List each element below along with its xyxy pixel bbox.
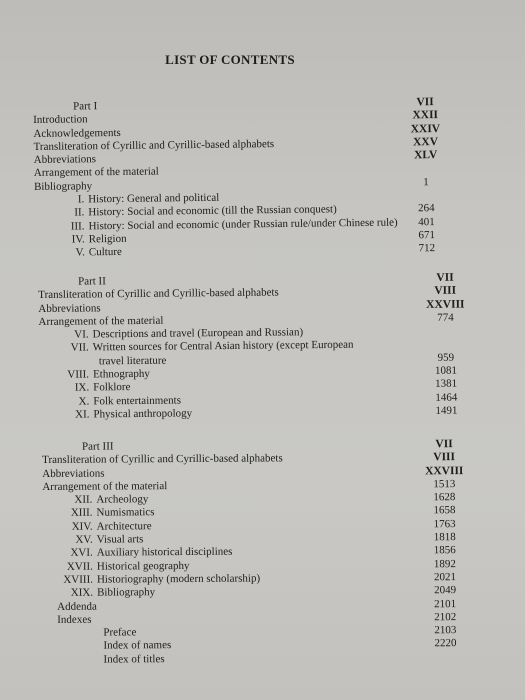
chapter-number: VII. bbox=[70, 341, 89, 355]
chapter-label: History: General and political bbox=[88, 191, 220, 206]
page-number: XXII bbox=[412, 109, 439, 122]
chapter-number: IV. bbox=[71, 233, 85, 246]
page-number: 264 bbox=[418, 202, 435, 215]
entry-label: Transliteration of Cyrillic and Cyrillic-based alphabets bbox=[38, 286, 279, 302]
page-number: 1892 bbox=[433, 557, 456, 570]
part-1-section bbox=[33, 96, 450, 261]
page-number: 712 bbox=[418, 242, 436, 255]
page-number: 1 bbox=[423, 175, 429, 189]
entry-label: Index of titles bbox=[103, 652, 165, 666]
chapter-label: History: Social and economic (under Russian rule/under Chinese rule) bbox=[88, 216, 398, 233]
chapter-label: Religion bbox=[88, 232, 127, 246]
chapter-number: XII. bbox=[74, 493, 93, 506]
page-number: XXIV bbox=[410, 122, 441, 135]
chapter-number: XVII. bbox=[66, 560, 93, 573]
page-number: XLV bbox=[413, 149, 438, 162]
chapter-number: XVI. bbox=[70, 547, 93, 560]
chapter-label: Historiography (modern scholarship) bbox=[96, 572, 261, 586]
part-2-section bbox=[38, 271, 470, 422]
entry-label: Introduction bbox=[33, 113, 88, 127]
page-number: VIII bbox=[433, 451, 456, 464]
chapter-label: Numismatics bbox=[96, 506, 155, 520]
chapter-number: IX. bbox=[74, 381, 90, 394]
chapter-number: XI. bbox=[75, 408, 90, 421]
chapter-label: Descriptions and travel (European and Russian) bbox=[92, 326, 304, 341]
entry-label: Index of names bbox=[103, 639, 172, 653]
chapter-label: Written sources for Central Asian history (except European bbox=[92, 339, 354, 354]
page-number: 959 bbox=[437, 351, 455, 364]
part-label: Part III bbox=[81, 440, 114, 453]
chapter-number: XVIII. bbox=[63, 573, 94, 586]
chapter-label: Archeology bbox=[96, 493, 149, 506]
page-number: 1628 bbox=[433, 491, 456, 504]
page-number: 2021 bbox=[433, 571, 457, 584]
entry-label: Arrangement of the material bbox=[33, 165, 159, 180]
page-number: VII bbox=[436, 271, 454, 284]
entry-label: Acknowledgements bbox=[33, 126, 121, 140]
page-number: XXV bbox=[412, 135, 439, 149]
page-number: 1856 bbox=[433, 544, 456, 557]
page-number: 2102 bbox=[434, 610, 457, 624]
page-number: 774 bbox=[437, 311, 454, 324]
chapter-number: XIII. bbox=[70, 507, 93, 520]
page-number: VIII bbox=[434, 284, 457, 298]
chapter-number: V. bbox=[75, 246, 85, 259]
page-number: 1658 bbox=[433, 504, 456, 517]
page-number: 1491 bbox=[435, 404, 458, 417]
page-number: 1513 bbox=[433, 478, 456, 491]
page-title: LIST OF CONTENTS bbox=[165, 52, 295, 67]
chapter-label: Visual arts bbox=[96, 533, 144, 546]
chapter-label: Physical anthropology bbox=[93, 407, 193, 421]
page-number: VII bbox=[435, 438, 453, 451]
chapter-label: Historical geography bbox=[96, 559, 190, 573]
chapter-label: travel literature bbox=[98, 354, 167, 368]
page-number: XXVIII bbox=[426, 298, 465, 311]
entry-label: Indexes bbox=[57, 613, 92, 626]
page-number: 2101 bbox=[434, 597, 457, 610]
chapter-number: X. bbox=[78, 395, 90, 408]
page-number: 671 bbox=[418, 229, 435, 242]
entry-label: Arrangement of the material bbox=[38, 314, 164, 328]
chapter-label: Bibliography bbox=[97, 586, 156, 599]
chapter-label: Folk entertainments bbox=[93, 394, 182, 408]
chapter-number: XV. bbox=[75, 533, 93, 546]
chapter-label: History: Social and economic (till the Russian conquest) bbox=[88, 203, 337, 219]
page-number: 2049 bbox=[434, 584, 457, 597]
chapter-number: II. bbox=[74, 206, 85, 219]
entry-label: Preface bbox=[103, 626, 137, 639]
page-number: XXVIII bbox=[425, 464, 464, 477]
chapter-label: Ethnography bbox=[92, 367, 150, 381]
page-number: 1818 bbox=[433, 531, 456, 544]
page-number: 1763 bbox=[433, 517, 456, 531]
part-label: Part I bbox=[72, 100, 98, 113]
chapter-number: VIII. bbox=[67, 368, 90, 381]
chapter-label: Architecture bbox=[96, 520, 152, 533]
part-label: Part II bbox=[77, 275, 106, 288]
page-number: 1464 bbox=[435, 391, 458, 404]
page-number: 401 bbox=[418, 215, 435, 228]
entry-label: Bibliography bbox=[33, 180, 93, 193]
chapter-number: I. bbox=[77, 193, 85, 206]
chapter-label: Folklore bbox=[93, 381, 131, 394]
page-number: 1381 bbox=[435, 377, 458, 391]
entry-label: Transliteration of Cyrillic and Cyrillic-based alphabets bbox=[42, 452, 283, 467]
entry-label: Abbreviations bbox=[42, 467, 105, 480]
index-entry bbox=[43, 651, 468, 667]
entry-label: Abbreviations bbox=[33, 153, 97, 167]
part-3-section bbox=[42, 438, 469, 667]
page-number: 1081 bbox=[434, 364, 458, 377]
chapter-label: Culture bbox=[88, 246, 122, 259]
page-number: VII bbox=[416, 96, 434, 109]
chapter-number: XIX. bbox=[70, 586, 94, 600]
page-number: 2220 bbox=[434, 637, 457, 650]
entry-label: Arrangement of the material bbox=[42, 480, 168, 493]
entry-label: Abbreviations bbox=[38, 301, 101, 315]
chapter-label: Auxiliary historical disciplines bbox=[96, 546, 233, 559]
chapter-number: VI. bbox=[74, 328, 89, 341]
entry-label: Transliteration of Cyrillic and Cyrillic-based alphabets bbox=[33, 137, 275, 153]
chapter-number: III. bbox=[70, 220, 85, 233]
page-number: 2103 bbox=[434, 624, 457, 637]
entry-label: Addenda bbox=[57, 600, 97, 613]
chapter-number: XIV. bbox=[71, 520, 93, 533]
